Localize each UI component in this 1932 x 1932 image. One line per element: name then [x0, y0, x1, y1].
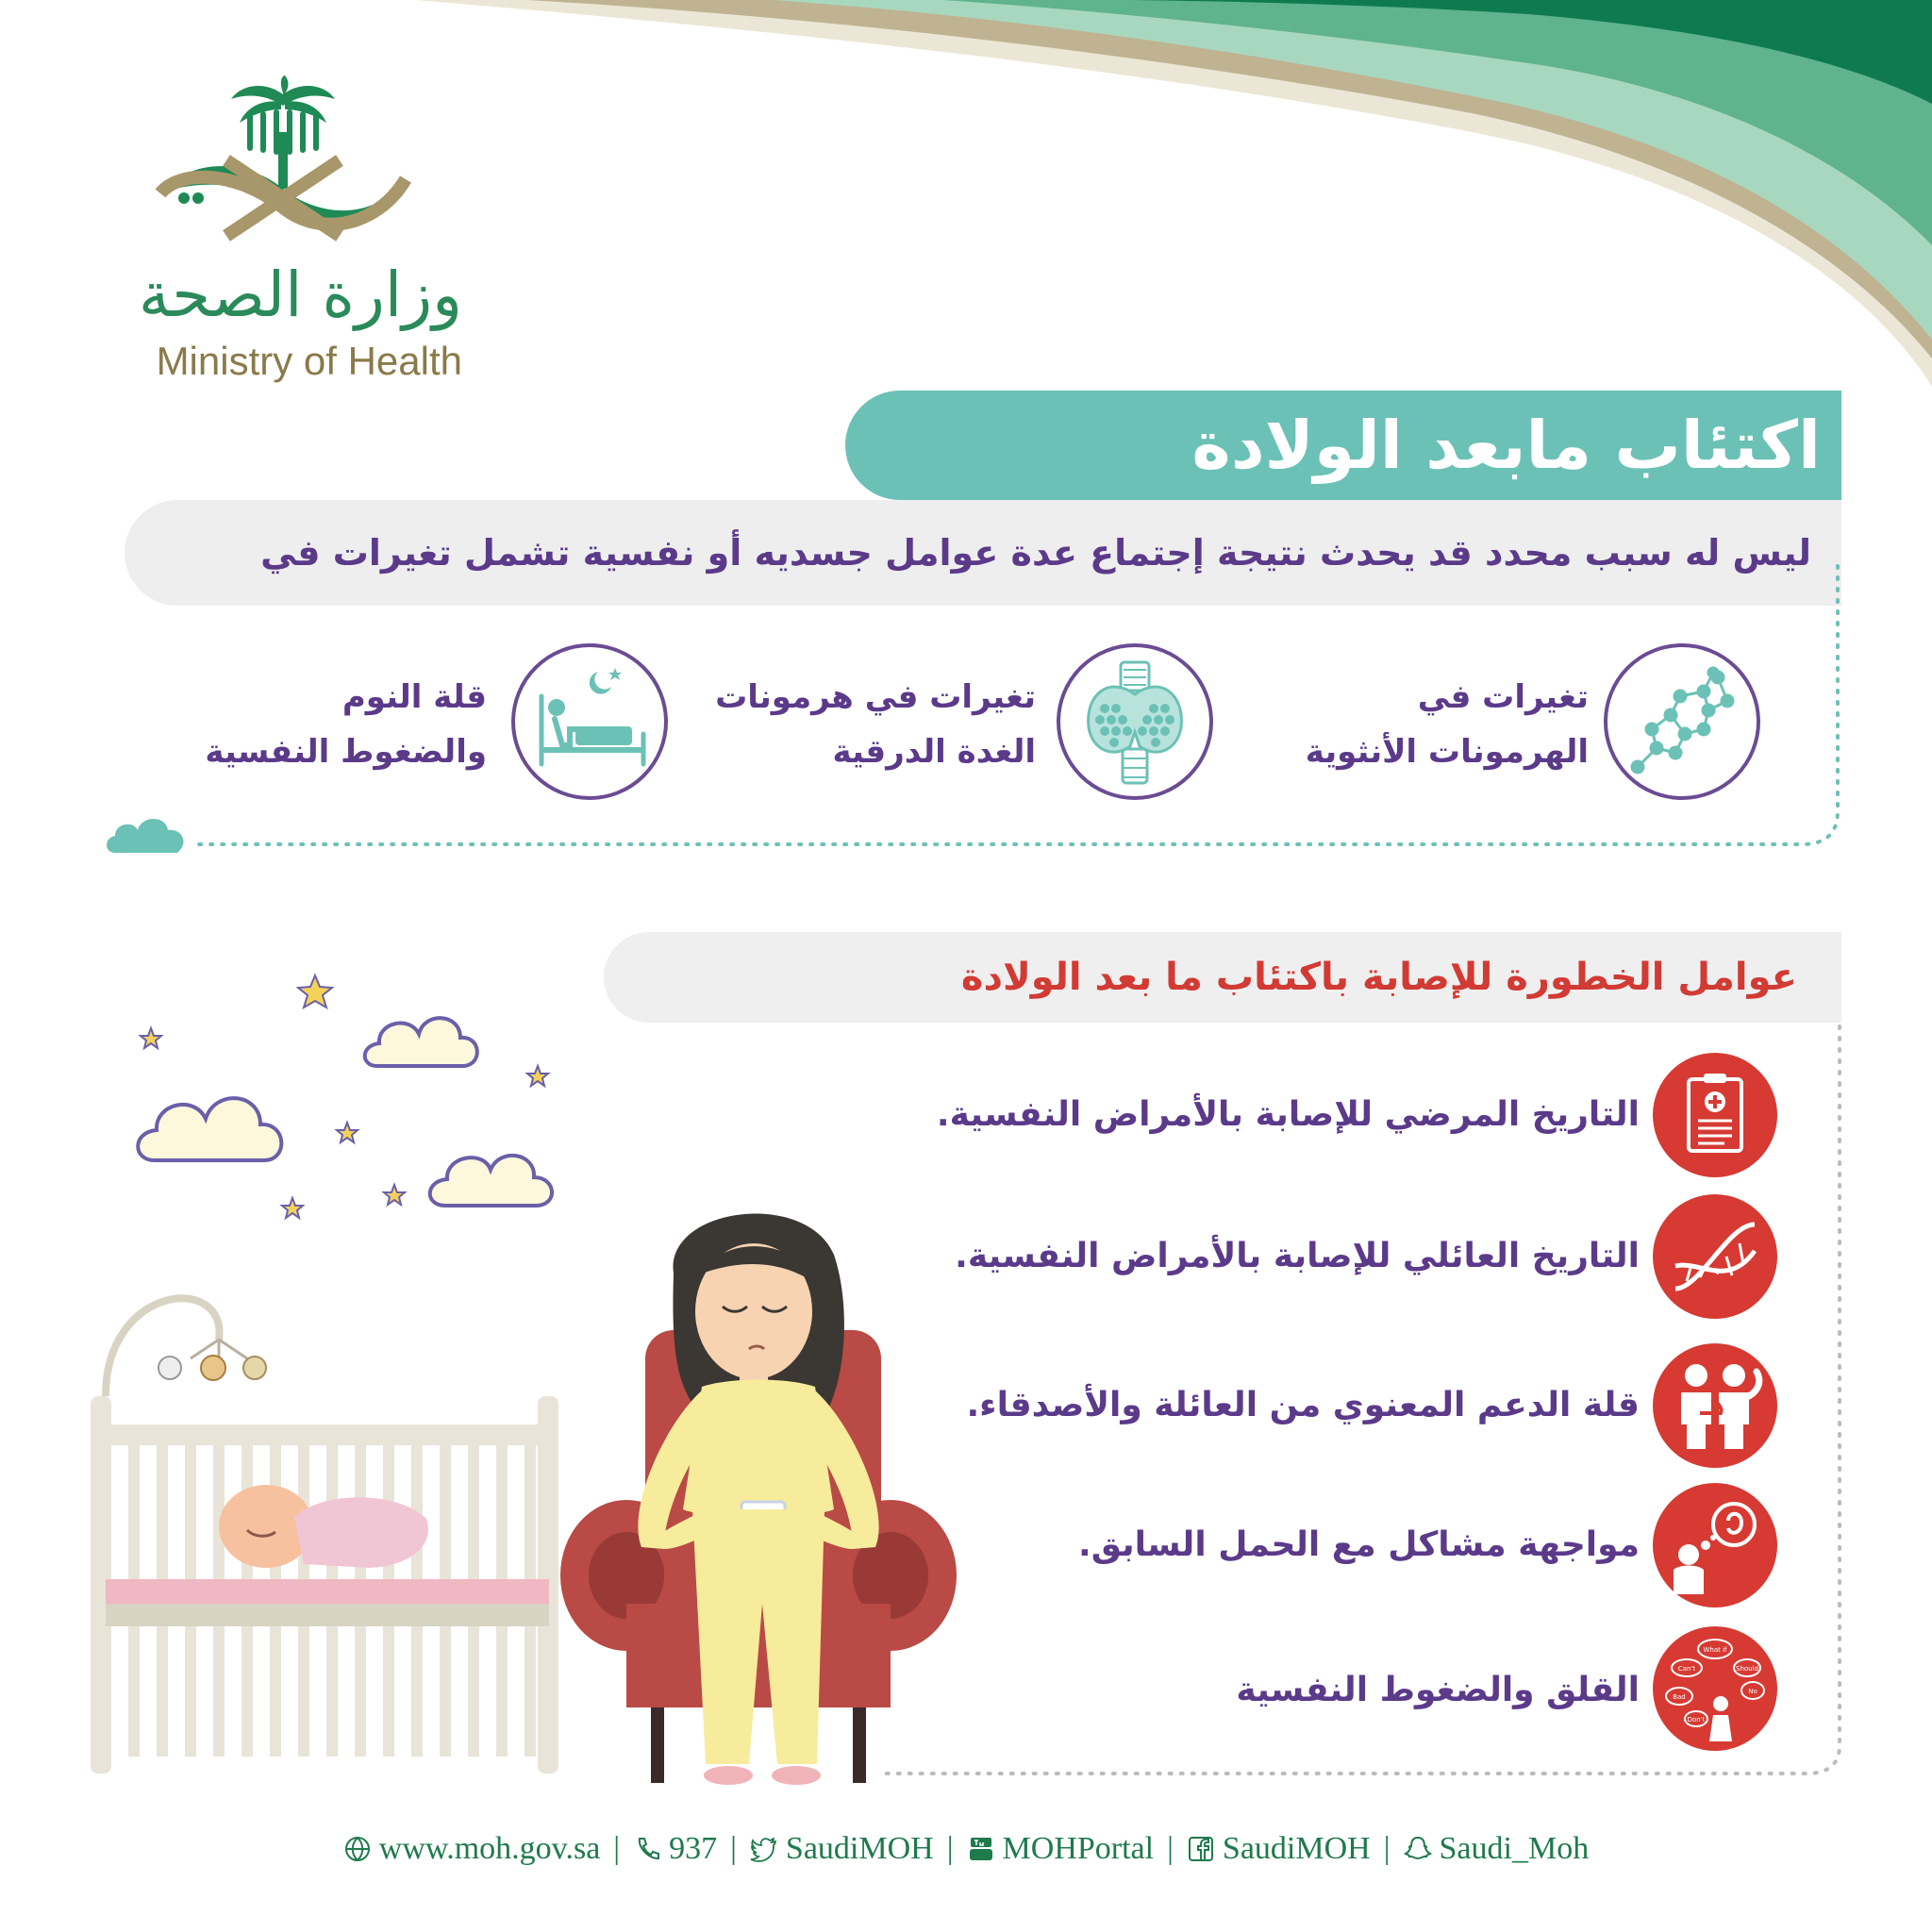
- dna-icon: [1653, 1194, 1777, 1319]
- risk-text-lack-support: قلة الدعم المعنوي من العائلة والأصدقاء.: [966, 1386, 1640, 1424]
- footer-twitter[interactable]: [750, 1831, 934, 1867]
- footer-phone[interactable]: [633, 1831, 717, 1867]
- youtube-icon: [967, 1835, 995, 1863]
- night-sky-illustration: [113, 962, 604, 1245]
- cause-line-2: والضغوط النفسية: [205, 733, 487, 771]
- facebook-text: SaudiMOH: [1222, 1831, 1371, 1866]
- anxiety-word: Can't: [1677, 1665, 1696, 1673]
- logo-name-english: Ministry of Health: [156, 339, 462, 383]
- risk-text-family-history: التاريخ العائلي للإصابة بالأمراض النفسية.: [955, 1237, 1640, 1275]
- footer-separator: |: [1383, 1831, 1391, 1866]
- anxiety-word: What if: [1703, 1646, 1727, 1654]
- anxiety-word: Bad: [1673, 1693, 1686, 1701]
- twitter-text: SaudiMOH: [785, 1831, 934, 1866]
- risk-text-medical-history: التاريخ المرضي للإصابة بالأمراض النفسية.: [936, 1095, 1640, 1134]
- footer-separator: |: [730, 1831, 737, 1866]
- cause-line-1: تغيرات في هرمونات: [715, 678, 1036, 716]
- risk-text-anxiety: القلق والضغوط النفسية: [1236, 1671, 1640, 1709]
- snapchat-icon: [1404, 1835, 1432, 1863]
- anxiety-icon: [1653, 1626, 1777, 1751]
- anxiety-word: Should: [1736, 1665, 1758, 1673]
- people-support-icon: [1653, 1343, 1777, 1468]
- intro-text: ليس له سبب محدد قد يحدث نتيجة إجتماع عدة عوامل جسديه أو نفسية تشمل تغيرات في: [260, 532, 1811, 574]
- footer-youtube[interactable]: [967, 1831, 1155, 1867]
- cause-line-2: الغدة الدرقية: [832, 733, 1036, 771]
- anxiety-word: Don't: [1687, 1716, 1706, 1724]
- page-title: اكتئاب مابعد الولادة: [1191, 407, 1821, 484]
- risk-section-title: عوامل الخطورة للإصابة باكتئاب ما بعد الولادة: [960, 956, 1797, 999]
- cause-line-1: قلة النوم: [341, 678, 487, 716]
- phone-icon: [633, 1835, 661, 1863]
- footer-snapchat[interactable]: [1404, 1831, 1590, 1867]
- contact-footer: [0, 1821, 1932, 1877]
- facebook-icon: [1187, 1835, 1215, 1863]
- website-text: www.moh.gov.sa: [378, 1831, 601, 1866]
- anxiety-word: No: [1748, 1688, 1757, 1695]
- footer-separator: |: [1167, 1831, 1174, 1866]
- medical-record-icon: [1653, 1053, 1777, 1177]
- youtube-text: MOHPortal: [1002, 1831, 1155, 1866]
- logo-name-arabic: وزارة الصحة: [138, 258, 462, 331]
- phone-text: 937: [669, 1831, 718, 1866]
- footer-separator: |: [613, 1831, 621, 1866]
- footer-facebook[interactable]: [1187, 1831, 1371, 1867]
- snapchat-text: Saudi_Moh: [1439, 1831, 1590, 1866]
- pregnancy-thought-icon: [1653, 1483, 1777, 1607]
- footer-separator: |: [946, 1831, 954, 1866]
- globe-icon: [343, 1835, 372, 1863]
- risk-text-pregnancy-problems: مواجهة مشاكل مع الحمل السابق.: [1078, 1525, 1640, 1564]
- cause-line-1: تغيرات في: [1417, 678, 1589, 716]
- twitter-icon: [750, 1835, 778, 1863]
- mother-armchair-illustration: [560, 1198, 957, 1792]
- cause-line-2: الهرمونات الأنثوية: [1305, 733, 1589, 771]
- crib-illustration: [87, 1264, 577, 1783]
- footer-website[interactable]: [343, 1831, 601, 1867]
